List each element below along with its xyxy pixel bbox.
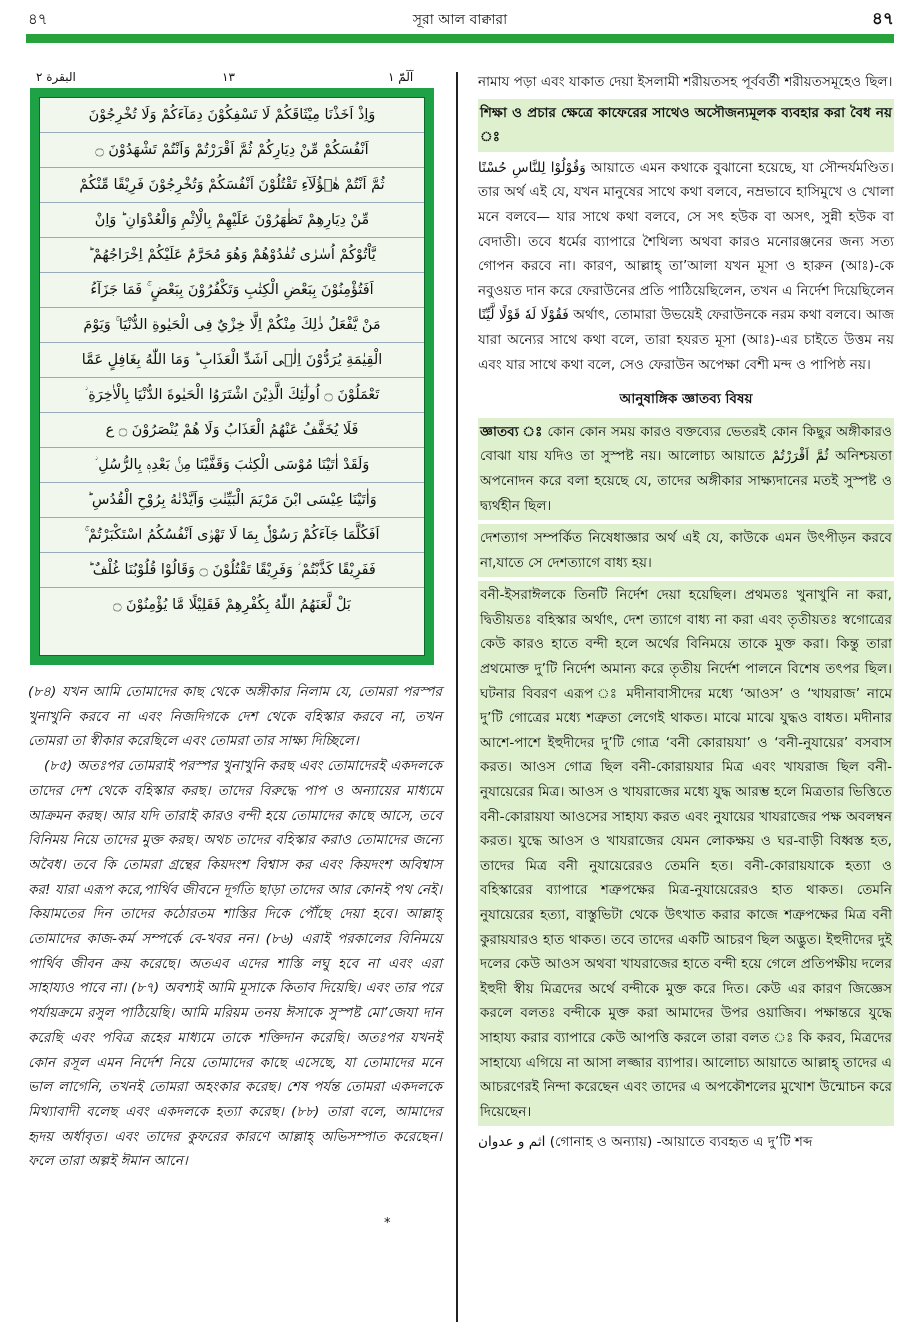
last-text: (গোনাহ ও অন্যায়) -আয়াতে ব্যবহৃত এ দু’টি শব্দ	[549, 1134, 813, 1151]
left-translation	[28, 680, 442, 1174]
translation-para-84: (৮৪) যখন আমি তোমাদের কাছ থেকে অঙ্গীকার নিলাম যে, তোমরা পরস্পর খুনাখুনি করবে না এবং নিজদিগকে দেশ থেকে বহিস্কার করবে না, তখন তোমরা তা স্বীকার করেছিলে এবং তোমরা তার সাক্ষ্য দিচ্ছিলে।	[28, 684, 442, 750]
quran-line: وَاٰتَيْنَا عِيْسَى ابْنَ مَرْيَمَ الْبَيِّنٰتِ وَاَيَّدْنٰهُ بِرُوْحِ الْقُدُسِ ؕ	[40, 483, 424, 518]
para-good-speech	[478, 156, 894, 377]
arabic-inline: وَقُوْلُوْا لِلنَّاسِ حُسْنًا	[478, 159, 586, 176]
heading-box-teaching	[478, 99, 894, 152]
page-number-left: ৪৭	[28, 10, 48, 28]
quran-line: اَفَكُلَّمَا جَآءَكُمْ رَسُوْلٌۢ بِمَا لَا تَهْوٰۤى اَنْفُسُكُمُ اسْتَكْبَرْتُمْ ۚ	[40, 518, 424, 553]
arabic-inline-3: ثُمَّ اَقْرَرْتُمْ	[771, 448, 829, 465]
right-commentary	[478, 70, 894, 1155]
quran-line: وَاِذْ اَخَذْنَا مِيْثَاقَكُمْ لَا تَسْفِكُوْنَ دِمَآءَكُمْ وَلَا تُخْرِجُوْنَ	[40, 98, 424, 133]
column-divider	[456, 72, 458, 1322]
quran-line: فَلَا يُخَفَّفُ عَنْهُمُ الْعَذَابُ وَلَا هُمْ يُنْصَرُوْنَ ۝ ع	[40, 413, 424, 448]
quran-line: مِّنْ دِيَارِهِمْ تَظٰهَرُوْنَ عَلَيْهِمْ بِالْاِثْمِ وَالْعُدْوَانِ ؕ وَاِنْ	[40, 203, 424, 238]
quran-line: اَفَتُؤْمِنُوْنَ بِبَعْضِ الْكِتٰبِ وَتَكْفُرُوْنَ بِبَعْضٍ ۚ فَمَا جَزَآءُ	[40, 273, 424, 308]
quran-line: الْقِيٰمَةِ يُرَدُّوْنَ اِلٰۤى اَشَدِّ الْعَذَابِ ؕ وَمَا اللّٰهُ بِغَافِلٍ عَمَّا	[40, 343, 424, 378]
quran-ruku-label: ١٣	[222, 70, 235, 84]
quran-line: يَّاْتُوْكُمْ اُسٰرٰى تُفٰدُوْهُمْ وَهُوَ مُحَرَّمٌ عَلَيْكُمْ اِخْرَاجُهُمْ ؕ	[40, 238, 424, 273]
note-text-end: অনিশ্চয়তা অপনোদন করে বলা হয়েছে যে, তাদের অঙ্গীকার সাক্ষ্যদানের মতই সুস্পষ্ট ও দ্ব্যর্থহীন ছিল।	[480, 448, 893, 514]
quran-right-label: البقرة ٢	[36, 70, 76, 84]
arabic-inline-2: فَقُوْلَا لَهٗ قَوْلًا لَّيِّنًا	[478, 307, 569, 324]
translation-para-85-88: (৮৫) অতঃপর তোমরাই পরস্পর খুনাখুনি করছ এবং তোমাদেরই একদলকে তাদের দেশ থেকে বহিস্কার করছ। তাদের বিরুদ্ধে পাপ ও অন্যায়ের মাধ্যমে আক্রমন করছ। আর যদি তারাই কারও বন্দী হয়ে তোমাদের কাছে আসে, তবে বিনিময় নিয়ে তাদের মুক্ত করছ। অথচ তাদের বহিস্কার করাও তোমাদের জন্যে অবৈধ। তবে কি তোমরা গ্রন্থের কিয়দংশ বিশ্বাস কর এবং কিয়দংশ অবিশ্বাস কর! যারা এরূপ করে,পার্থিব জীবনে দূর্গতি ছাড়া তাদের আর কোনই পথ নেই। কিয়ামতের দিন তাদের কঠোরতম শাস্তির দিকে পৌঁছে দেয়া হবে। আল্লাহ্‌ তোমাদের কাজ-কর্ম সম্পর্কে বে-খবর নন। (৮৬) এরাই পরকালের বিনিময়ে পার্থিব জীবন ক্রয় করেছে। অতএব এদের শাস্তি লঘু হবে না এবং এরা সাহায্যও পাবে না। (৮৭) অবশ্যই আমি মূসাকে কিতাব দিয়েছি। এবং তার পরে পর্যায়ক্রমে রসুল পাঠিয়েছি। আমি মরিয়ম তনয় ঈসাকে সুস্পষ্ট মো’জেযা দান করেছি এবং পবিত্র রূহের মাধ্যমে তাকে শক্তিদান করেছি। অতঃপর যখনই কোন রসূল এমন নির্দেশ নিয়ে তোমাদের কাছে এসেছে, যা তোমাদের মনে ভাল লাগেনি, তখনই তোমরা অহংকার করেছ। শেষ পর্যন্ত তোমরা একদলকে মিথ্যাবাদী বলেছ এবং একদলকে হত্যা করেছ। (৮৮) তারা বলে, আমাদের হৃদয় অর্ধাবৃত। এবং তাদের কুফরের কারণে আল্লাহ্‌ অভিসম্পাত করেছেন। ফলে তারা অল্পই ঈমান আনে।	[28, 758, 442, 1170]
quran-line: فَفَرِيْقًا كَذَّبْتُمْ ؗ وَفَرِيْقًا تَقْتُلُوْنَ ۝ وَقَالُوْا قُلُوْبُنَا غُلْفٌ ؕ	[40, 553, 424, 588]
page-number-right: ৪৭	[871, 9, 894, 29]
para-text-end: অর্থাৎ, তোমারা উভয়েই ফেরাউনকে নরম কথা বলবে। আজ যারা অন্যের সাথে কথা বলে, তারা হযরত মূসা (আঃ)-এর চাইতে উত্তম নয় এবং যার সাথে কথা বলে, সেও ফেরাউন অপেক্ষা বেশী মন্দ ও পাপিষ্ঠ নয়।	[478, 307, 895, 373]
intro-text: নামায পড়া এবং যাকাত দেয়া ইসলামী শরীয়তসহ পূর্ববর্তী শরীয়তসমূহেও ছিল।	[478, 74, 893, 90]
last-line	[478, 1130, 894, 1155]
box-note	[478, 418, 894, 520]
subheading: আনুষাঙ্গিক জ্ঞাতব্য বিষয়	[619, 391, 753, 408]
box-heading: শিক্ষা ও প্রচার ক্ষেত্রে কাফেরের সাথেও অসৌজন্যমূলক ব্যবহার করা বৈধ নয় ঃ	[480, 104, 892, 146]
quran-line: تَعْمَلُوْنَ ۝ اُولٰٓئِكَ الَّذِيْنَ اشْتَرَوُا الْحَيٰوةَ الدُّنْيَا بِالْاٰخِرَةِ ؗ	[40, 378, 424, 413]
box-exile	[478, 524, 894, 577]
quran-line: مَنْ يَّفْعَلُ ذٰلِكَ مِنْكُمْ اِلَّا خِزْيٌ فِى الْحَيٰوةِ الدُّنْيَا ۚ وَيَوْمَ	[40, 308, 424, 343]
quran-panel	[30, 88, 434, 665]
quran-line: اَنْفُسَكُمْ مِّنْ دِيَارِكُمْ ثُمَّ اَقْرَرْتُمْ وَاَنْتُمْ تَشْهَدُوْنَ ۝	[40, 133, 424, 168]
header-rule	[26, 34, 894, 43]
box-history	[478, 581, 894, 1126]
note-text: কোন কোন সময় কারও বক্তব্যের ভেতরই কোন কিছুর অঙ্গীকারও বোঝা যায় যদিও তা সুস্পষ্ট নয়। আলোচ্য আয়াতে	[480, 423, 892, 465]
quran-line: ثُمَّ اَنْتُمْ هٰۤؤُلَآءِ تَقْتُلُوْنَ اَنْفُسَكُمْ وَتُخْرِجُوْنَ فَرِيْقًا مِّنْكُمْ	[40, 168, 424, 203]
page-title: সূরা আল বাক্বারা	[412, 12, 508, 28]
quran-left-label: آلٓمّٓ ١	[388, 70, 414, 84]
quran-text-area	[39, 97, 425, 656]
quran-line: وَلَقَدْ اٰتَيْنَا مُوْسَى الْكِتٰبَ وَقَفَّيْنَا مِنْۢ بَعْدِهٖ بِالرُّسُلِ ؗ	[40, 448, 424, 483]
note-label: জ্ঞাতব্য ঃ	[480, 423, 543, 440]
footer-star: *	[384, 1216, 391, 1231]
arabic-inline-4: اثم و عدوان	[478, 1134, 546, 1151]
quran-line: بَلْ لَّعَنَهُمُ اللّٰهُ بِكُفْرِهِمْ فَقَلِيْلًا مَّا يُؤْمِنُوْنَ ۝	[113, 597, 351, 613]
exile-text: দেশত্যাগ সম্পর্কিত নিষেধাজ্ঞার অর্থ এই যে, কাউকে এমন উৎপীড়ন করবে না,যাতে সে দেশত্যাগে বাধ্য হয়।	[480, 530, 892, 571]
history-text: বনী-ইসরাঈলকে তিনটি নির্দেশ দেয়া হয়েছিল। প্রথমতঃ খুনাখুনি না করা, দ্বিতীয়তঃ বহিস্কার অর্থাৎ, দেশ ত্যাগে বাধ্য না করা এবং তৃতীয়তঃ স্বগোত্রের কেউ কারও হাতে বন্দী হলে অর্থের বিনিময়ে তাকে মুক্ত করা। কিন্তু তারা প্রথমোক্ত দু’টি নির্দেশ অমান্য করে তৃতীয় নির্দেশ পালনে বিশেষ তৎপর ছিল। ঘটনার বিবরণ এরূপ ঃ মদীনাবাসীদের মধ্যে ‘আওস’ ও ‘খাযরাজ’ নামে দু’টি গোত্রের মধ্যে শত্রুতা লেগেই থাকত। মাঝে মাঝে যুদ্ধও বাধত। মদীনার আশে-পাশে ইহুদীদের দু’টি গোত্র ‘বনী কোরায়যা’ ও ‘বনী-নুযায়ের’ বসবাস করত। আওস গোত্র ছিল বনী-কোরায়যার মিত্র এবং খাযরাজ ছিল বনী-নুযায়েরের মিত্র। আওস ও খাযরাজের মধ্যে যুদ্ধ আরম্ভ হলে মিত্রতার ভিত্তিতে বনী-কোরায়যা আওসের সাহায্য করত এবং নুযায়ের খাযরাজের পক্ষ অবলম্বন করত। যুদ্ধে আওস ও খাযরাজের যেমন লোকক্ষয় ও ঘর-বাড়ী বিধ্বস্ত হত, তাদের মিত্র বনী নুযায়েরেরও তেমনি হত। বনী-কোরায়যাকে হত্যা ও বহিস্কারের ব্যাপারে শত্রুপক্ষের মিত্র-নুযায়েরেরও হাত থাকত। তেমনি নুযায়েরের হত্যা, বাস্তুভিটা থেকে উৎখাত করার কাজে শত্রুপক্ষের মিত্র বনী কুরায়যারও হাত থাকত। তবে তাদের একটি আচরণ ছিল অদ্ভুত। ইহুদীদের দুই দলের কেউ আওস অথবা খাযরাজের হাতে বন্দী হয়ে গেলে প্রতিপক্ষীয় দলের ইহুদী স্বীয় মিত্রদের অর্থে বন্দীকে মুক্ত করে দিত। কেউ এর কারণ জিজ্ঞেস করলে বলতঃ বন্দীকে মুক্ত করা আমাদের উপর ওয়াজিব। পক্ষান্তরে যুদ্ধে সাহায্য করার ব্যাপারে কেউ আপত্তি করলে তারা বলত ঃ কি করব, মিত্রদের সাহায্যে এগিয়ে না আসা লজ্জার ব্যাপার। আলোচ্য আয়াতে আল্লাহ্‌ তাদের এ আচরণেরই নিন্দা করেছেন এবং তাদের এ অপকৌশলের মুখোশ উন্মোচন করে দিয়েছেন।	[480, 587, 892, 1120]
para-text: আয়াতে এমন কথাকে বুঝানো হয়েছে, যা সৌন্দর্যমণ্ডিত। তার অর্থ এই যে, যখন মানুষের সাথে কথা বলবে, নম্রভাবে হাসিমুখে ও খোলা মনে বলবে— যার সাথে কথা বলবে, সে সৎ হউক বা অসৎ, সুন্নী হউক বা বেদাতী। তবে ধর্মের ব্যাপারে শৈথিল্য অথবা কারও মনোরঞ্জনের জন্য সত্য গোপন করবে না। কারণ, আল্লাহ্‌ তা’আলা যখন মূসা ও হারুন (আঃ)-কে নবুওয়ত দান করে ফেরাউনের প্রতি পাঠিয়েছিলেন, তখন এ নির্দেশ দিয়েছিলেন	[478, 159, 894, 299]
